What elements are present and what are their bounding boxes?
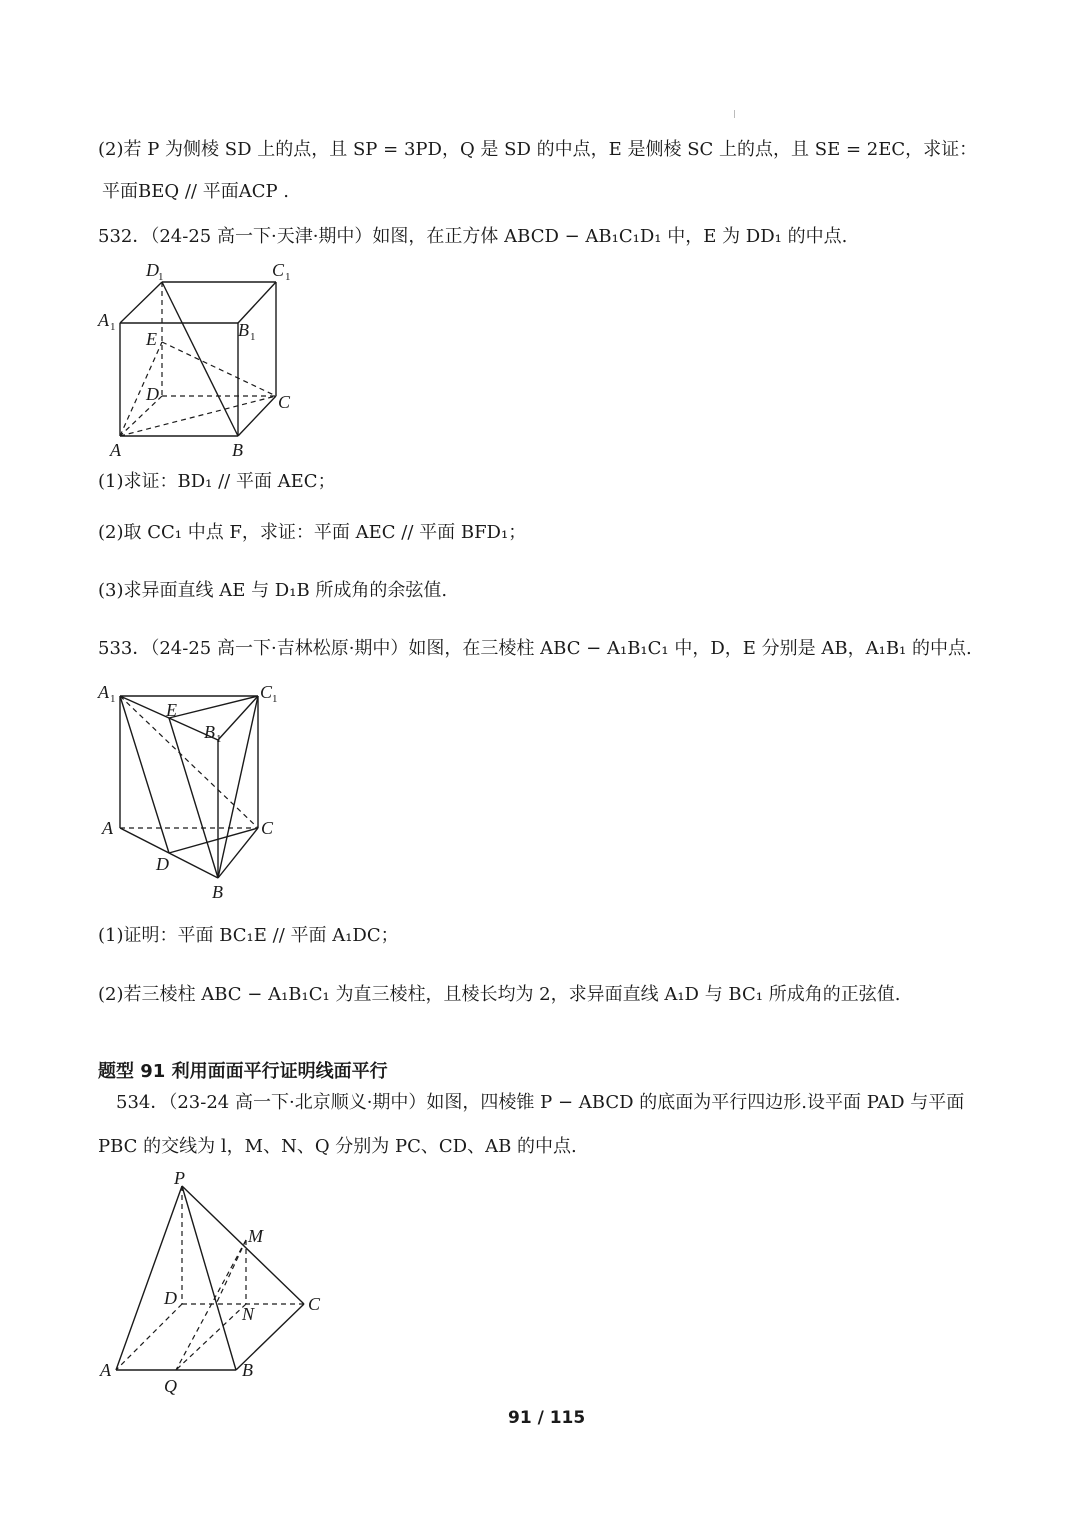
label-B1-sub: 1 [216,733,222,745]
label-B1: B [204,722,215,742]
label-D1-sub: 1 [158,271,164,283]
label-E: E [146,329,157,349]
label-B1: B [238,320,249,340]
label-C1-sub: 1 [285,271,291,283]
label-C1: C [260,682,273,702]
page-number: 91 / 115 [508,1408,586,1428]
label-A1: A [98,682,109,702]
q533-intro: 533．（24-25 高一下·吉林松原·期中）如图，在三棱柱 ABC − A₁B₁C₁ 中，D，E 分别是 AB，A₁B₁ 的中点. [98,638,972,659]
label-C1-sub: 1 [272,693,278,705]
label-E: E [166,700,177,720]
label-N: N [242,1304,255,1324]
label-C: C [261,818,274,838]
label-B1-sub: 1 [250,331,256,343]
cube-figure [96,258,326,468]
label-B: B [212,882,223,902]
label-A1-sub: 1 [110,321,116,333]
label-D1: D [146,260,159,280]
label-C1: C [272,260,285,280]
section-title: 题型 91 利用面面平行证明线面平行 [98,1061,388,1082]
label-A: A [110,440,121,460]
label-C: C [278,392,291,412]
prev-part2: (2)若 P 为侧棱 SD 上的点，且 SP = 3PD，Q 是 SD 的中点，E 是侧棱 SC 上的点，且 SE = 2EC，求证： [98,139,978,160]
label-A: A [100,1360,111,1380]
pyramid-figure [96,1170,336,1400]
label-A1: A [98,310,109,330]
q532-intro: 532．（24-25 高一下·天津·期中）如图，在正方体 ABCD − AB₁C₁D₁ 中，E 为 DD₁ 的中点. [98,226,848,247]
scan-mark [734,110,735,118]
label-D: D [146,384,159,404]
label-B: B [232,440,243,460]
label-P: P [174,1168,185,1188]
q532-part3: (3)求异面直线 AE 与 D₁B 所成角的余弦值. [98,580,448,601]
label-C: C [308,1294,321,1314]
prism-figure [96,678,296,908]
label-A: A [102,818,113,838]
label-A1-sub: 1 [110,693,116,705]
q534-intro-line2: PBC 的交线为 l，M、N、Q 分别为 PC、CD、AB 的中点. [98,1136,577,1157]
q533-part2: (2)若三棱柱 ABC − A₁B₁C₁ 为直三棱柱，且棱长均为 2，求异面直线 A₁D 与 BC₁ 所成角的正弦值. [98,984,901,1005]
label-M: M [248,1226,263,1246]
q534-intro-line1: 534．（23-24 高一下·北京顺义·期中）如图，四棱锥 P − ABCD 的底面为平行四边形.设平面 PAD 与平面 [116,1092,965,1113]
q533-part1: (1)证明：平面 BC₁E // 平面 A₁DC； [98,925,399,946]
label-Q: Q [164,1376,177,1396]
label-D: D [164,1288,177,1308]
q532-part2: (2)取 CC₁ 中点 F，求证：平面 AEC // 平面 BFD₁； [98,522,527,543]
prev-part2-cont: 平面BEQ // 平面ACP . [102,181,290,202]
q532-part1: (1)求证：BD₁ // 平面 AEC； [98,471,336,492]
label-D: D [156,854,169,874]
label-B: B [242,1360,253,1380]
